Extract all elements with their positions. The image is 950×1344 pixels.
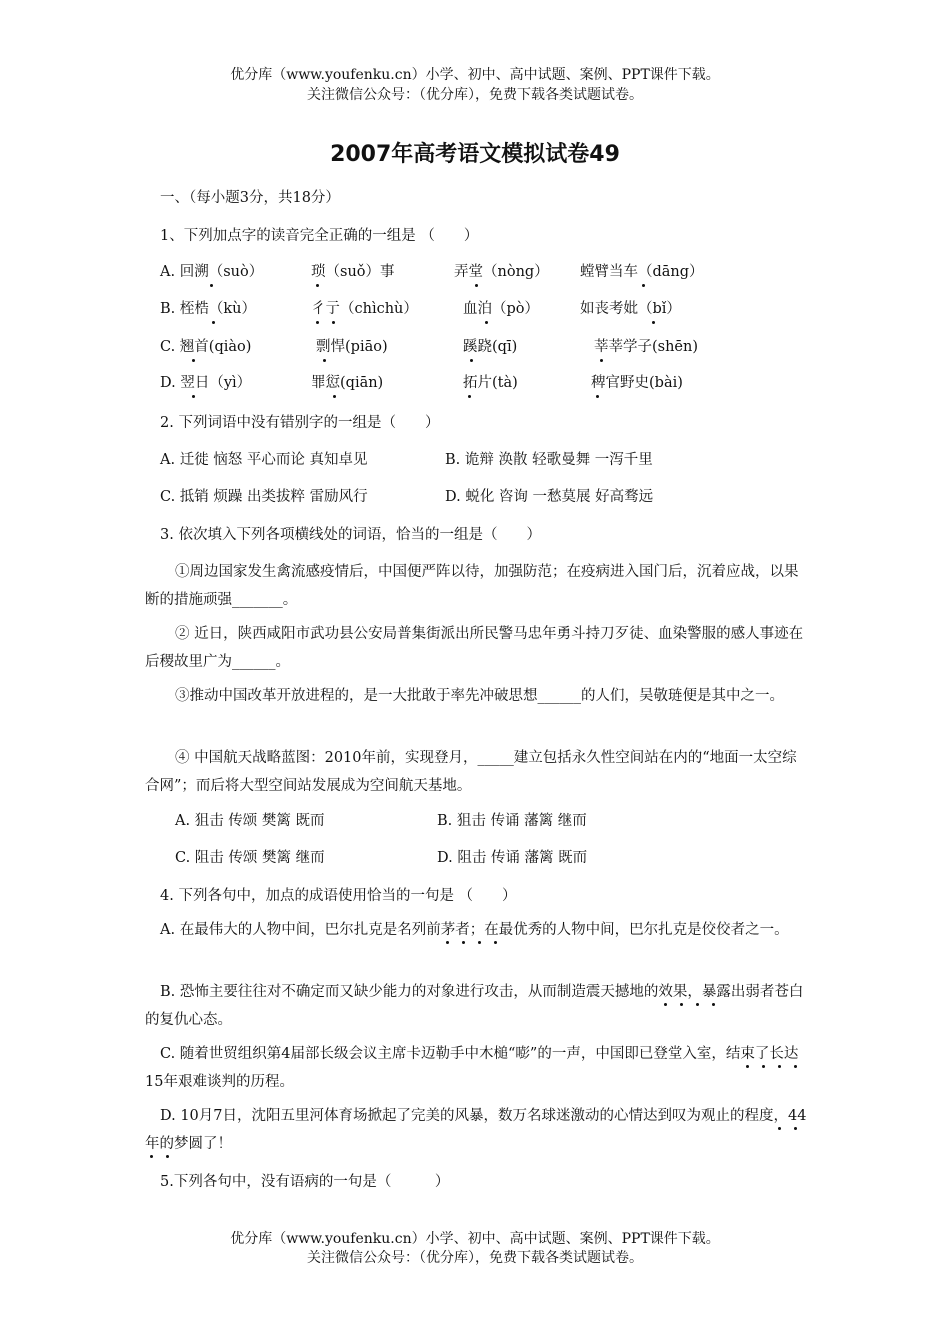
emphasis-dot bbox=[778, 1065, 781, 1068]
q3-item-2 bbox=[145, 620, 810, 676]
q2-stem: 2. 下列词语中没有错别字的一组是（ ） bbox=[160, 415, 440, 431]
emphasis-dot bbox=[166, 1155, 169, 1158]
emphasis-dot bbox=[192, 359, 195, 362]
q3-item-4 bbox=[145, 744, 810, 800]
emphasis-dot bbox=[468, 395, 471, 398]
emphasis-dot bbox=[316, 321, 319, 324]
q2-option-c: C. 抵销 烦躁 出类拔粹 雷励风行 bbox=[160, 489, 368, 505]
emphasis-dot bbox=[794, 1065, 797, 1068]
header-line-2: 关注微信公众号：（优分库），免费下载各类试题试卷。 bbox=[307, 87, 643, 103]
q2-option-d: D. 蜕化 咨询 一愁莫展 好高骛远 bbox=[445, 489, 654, 505]
q4-option-d-text: D. 10月7日，沈阳五里河体育场掀起了完美的风暴，数万名球迷激动的心情达到叹为观止的程度，44年的梦圆了！ bbox=[145, 1108, 807, 1152]
emphasis-dot bbox=[494, 941, 497, 944]
emphasis-dot bbox=[475, 284, 478, 287]
q1-c-4: 莘莘学子(shēn) bbox=[594, 339, 699, 355]
q4-option-b bbox=[145, 978, 810, 1034]
q3-item-1 bbox=[145, 558, 810, 614]
q2-option-b: B. 诡辩 涣散 轻歌曼舞 一泻千里 bbox=[445, 452, 653, 468]
q4-option-c-text: C. 随着世贸组织第4届部长级会议主席卡迈勒手中木槌“嘭”的一声，中国即已登堂入室，结束了长达15年艰难谈判的历程。 bbox=[145, 1046, 799, 1090]
emphasis-dot bbox=[192, 395, 195, 398]
emphasis-dot bbox=[332, 321, 335, 324]
q1-a-1: A. 回溯（suò） bbox=[160, 264, 264, 280]
emphasis-dot bbox=[210, 284, 213, 287]
q4-option-b-text: B. 恐怖主要往往对不确定而又缺少能力的对象进行攻击，从而制造震天撼地的效果，暴露出弱者苍白的复仇心态。 bbox=[145, 984, 804, 1028]
emphasis-dot bbox=[696, 1003, 699, 1006]
q1-c-3: 蹊跷(qī) bbox=[463, 339, 518, 355]
q3-option-d: D. 阻击 传诵 藩篱 既而 bbox=[437, 850, 588, 866]
q3-item-2-text: ② 近日，陕西咸阳市武功县公安局普集街派出所民警马忠年勇斗持刀歹徒、血染警服的感人事迹在后稷故里广为______。 bbox=[145, 626, 804, 670]
q1-c-1: C. 翘首(qiào) bbox=[160, 339, 252, 355]
q3-stem: 3. 依次填入下列各项横线处的词语，恰当的一组是（ ） bbox=[160, 527, 541, 543]
q5-stem: 5.下列各句中，没有语病的一句是（ ） bbox=[160, 1174, 450, 1190]
q1-c-2: 剽悍(piāo) bbox=[316, 339, 388, 355]
emphasis-dot bbox=[316, 284, 319, 287]
q4-option-d bbox=[145, 1102, 810, 1158]
page-title: 2007年高考语文模拟试卷49 bbox=[330, 142, 620, 167]
emphasis-dot bbox=[446, 941, 449, 944]
q4-stem: 4. 下列各句中，加点的成语使用恰当的一句是 （ ） bbox=[160, 888, 517, 904]
section-heading: 一、（每小题3分，共18分） bbox=[160, 190, 340, 206]
emphasis-dot bbox=[150, 1155, 153, 1158]
q4-option-a-text: A. 在最伟大的人物中间，巴尔扎克是名列前茅者；在最优秀的人物中间，巴尔扎克是佼佼者之一。 bbox=[160, 922, 789, 938]
q1-b-2: 彳亍（chìchù） bbox=[311, 301, 418, 317]
emphasis-dot bbox=[664, 1003, 667, 1006]
emphasis-dot bbox=[600, 359, 603, 362]
q3-option-b: B. 狙击 传诵 藩篱 继而 bbox=[437, 813, 587, 829]
emphasis-dot bbox=[746, 1065, 749, 1068]
emphasis-dot bbox=[596, 395, 599, 398]
emphasis-dot bbox=[778, 1127, 781, 1130]
emphasis-dot bbox=[712, 1003, 715, 1006]
q1-b-3: 血泊（pò） bbox=[463, 301, 540, 317]
q1-d-2: 罪愆(qiān) bbox=[311, 375, 384, 391]
q3-item-1-text: ①周边国家发生禽流感疫情后，中国便严阵以待，加强防范；在疫病进入国门后，沉着应战，以果断的措施顽强_______。 bbox=[145, 564, 799, 608]
q1-b-1: B. 桎梏（kù） bbox=[160, 301, 256, 317]
q3-item-4-text: ④ 中国航天战略蓝图：2010年前，实现登月，_____建立包括永久性空间站在内的“地面一太空综合网”；而后将大型空间站发展成为空间航天基地。 bbox=[145, 750, 797, 794]
emphasis-dot bbox=[794, 1127, 797, 1130]
emphasis-dot bbox=[462, 941, 465, 944]
q4-option-a bbox=[145, 916, 810, 944]
q1-stem: 1、下列加点字的读音完全正确的一组是 （ ） bbox=[160, 228, 479, 244]
q1-a-2: 琐（suǒ）事 bbox=[311, 264, 395, 280]
q1-a-3: 弄堂（nòng） bbox=[454, 264, 549, 280]
q3-option-c: C. 阻击 传颂 樊篱 继而 bbox=[175, 850, 325, 866]
footer-line-2: 关注微信公众号：（优分库），免费下载各类试题试卷。 bbox=[307, 1250, 643, 1266]
q3-item-3-text: ③推动中国改革开放进程的，是一大批敢于率先冲破思想______的人们，吴敬琏便是其中之一。 bbox=[175, 688, 784, 704]
header-line-1: 优分库（www.youfenku.cn）小学、初中、高中试题、案例、PPT课件下载。 bbox=[230, 67, 720, 83]
emphasis-dot bbox=[762, 1065, 765, 1068]
q1-d-3: 拓片(tà) bbox=[463, 375, 518, 391]
q4-option-c bbox=[145, 1040, 810, 1096]
emphasis-dot bbox=[470, 359, 473, 362]
q1-a-4: 螳臂当车（dāng） bbox=[580, 264, 704, 280]
q1-b-4: 如丧考妣（bǐ） bbox=[580, 301, 681, 317]
q3-item-3 bbox=[145, 682, 810, 710]
q3-option-a: A. 狙击 传颂 樊篱 既而 bbox=[175, 813, 325, 829]
emphasis-dot bbox=[485, 321, 488, 324]
q1-d-1: D. 翌日（yì） bbox=[160, 375, 252, 391]
q1-d-4: 稗官野史(bài) bbox=[591, 375, 683, 391]
emphasis-dot bbox=[642, 284, 645, 287]
q2-option-a: A. 迁徙 恼怒 平心而论 真知卓见 bbox=[160, 452, 368, 468]
footer-line-1: 优分库（www.youfenku.cn）小学、初中、高中试题、案例、PPT课件下载。 bbox=[230, 1231, 720, 1247]
emphasis-dot bbox=[333, 395, 336, 398]
emphasis-dot bbox=[212, 321, 215, 324]
emphasis-dot bbox=[652, 321, 655, 324]
emphasis-dot bbox=[323, 359, 326, 362]
emphasis-dot bbox=[478, 941, 481, 944]
emphasis-dot bbox=[680, 1003, 683, 1006]
